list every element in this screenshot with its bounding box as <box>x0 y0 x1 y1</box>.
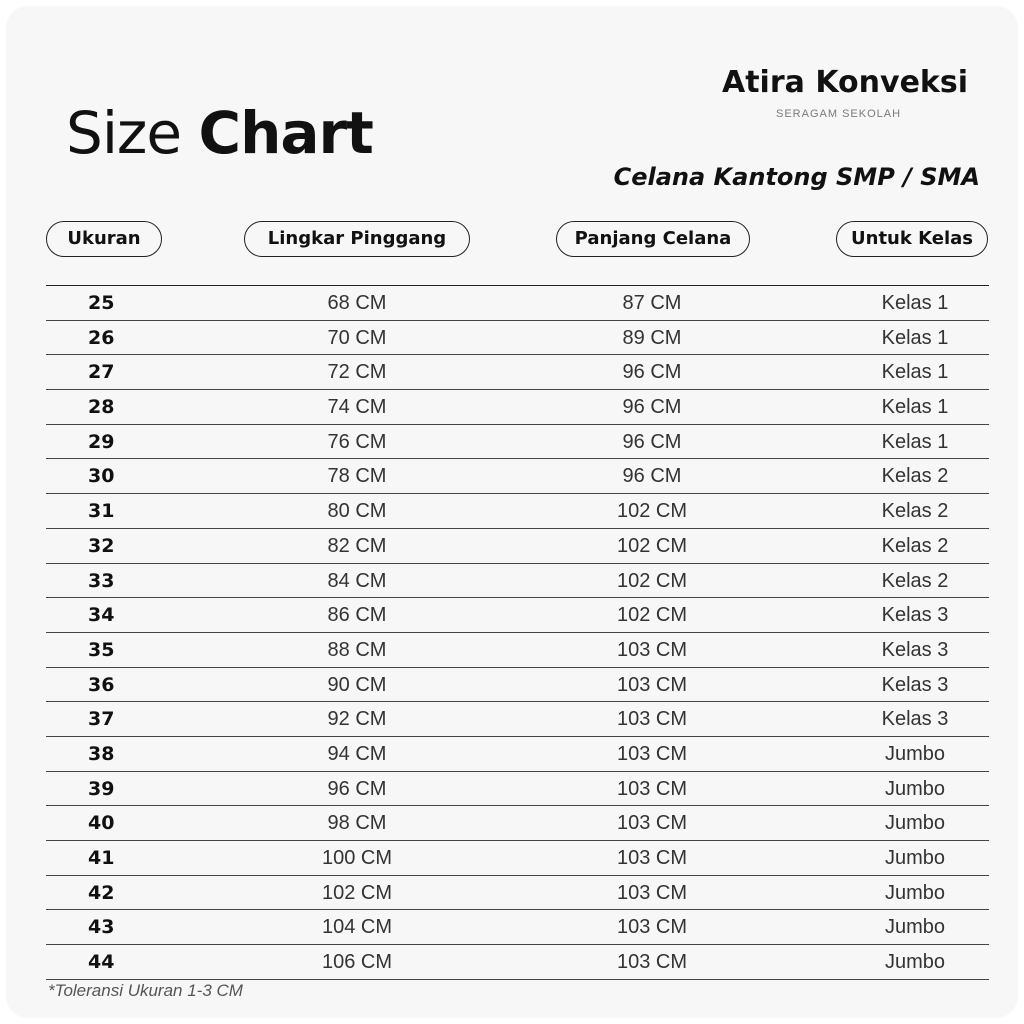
cell-size: 39 <box>88 777 115 800</box>
cell-length: 96 CM <box>622 396 682 419</box>
cell-waist: 86 CM <box>327 604 387 627</box>
cell-size: 35 <box>88 638 115 661</box>
cell-class: Kelas 1 <box>881 430 949 453</box>
cell-waist: 82 CM <box>327 534 387 557</box>
size-chart-card <box>6 6 1018 1018</box>
cell-size: 42 <box>88 881 115 904</box>
table-row <box>46 910 989 945</box>
cell-waist: 68 CM <box>327 292 387 314</box>
cell-waist: 76 CM <box>327 430 387 453</box>
cell-size: 28 <box>88 396 115 419</box>
table-row <box>46 945 989 979</box>
cell-class: Jumbo <box>884 916 946 939</box>
table-row <box>46 633 989 668</box>
cell-waist: 92 CM <box>327 708 387 731</box>
cell-class: Kelas 2 <box>881 569 949 592</box>
cell-size: 31 <box>88 500 115 523</box>
page-title <box>66 98 373 168</box>
brand-name-part1: Atira <box>722 65 816 100</box>
cell-waist: 104 CM <box>321 916 393 939</box>
cell-size: 41 <box>88 847 115 869</box>
table-row <box>46 425 989 460</box>
cell-waist: 106 CM <box>321 951 393 974</box>
table-row <box>46 737 989 772</box>
cell-class: Jumbo <box>884 777 946 800</box>
cell-waist: 100 CM <box>321 847 393 869</box>
cell-waist: 74 CM <box>327 396 387 419</box>
table-row <box>46 772 989 807</box>
cell-class: Jumbo <box>884 742 946 765</box>
table-row <box>46 286 989 321</box>
brand-logo <box>722 63 969 103</box>
cell-size: 34 <box>88 604 115 627</box>
table-row <box>46 390 989 425</box>
cell-class: Jumbo <box>884 951 946 974</box>
cell-size: 29 <box>88 430 115 453</box>
cell-class: Kelas 1 <box>881 396 949 419</box>
cell-size: 30 <box>88 465 115 488</box>
cell-length: 103 CM <box>616 638 688 661</box>
cell-size: 25 <box>88 292 115 314</box>
cell-class: Kelas 1 <box>881 361 949 384</box>
cell-class: Kelas 2 <box>881 465 949 488</box>
cell-length: 103 CM <box>616 812 688 835</box>
cell-size: 32 <box>88 534 115 557</box>
cell-length: 103 CM <box>616 916 688 939</box>
cell-class: Jumbo <box>884 881 946 904</box>
cell-length: 103 CM <box>616 881 688 904</box>
table-row <box>46 355 989 390</box>
brand-subtitle: SERAGAM SEKOLAH <box>776 108 902 120</box>
cell-length: 103 CM <box>616 673 688 696</box>
cell-waist: 94 CM <box>327 742 387 765</box>
table-row <box>46 564 989 599</box>
cell-length: 96 CM <box>622 430 682 453</box>
cell-waist: 84 CM <box>327 569 387 592</box>
table-row <box>46 321 989 356</box>
cell-length: 96 CM <box>622 465 682 488</box>
cell-length: 103 CM <box>616 951 688 974</box>
cell-length: 103 CM <box>616 847 688 869</box>
cell-class: Kelas 1 <box>881 326 949 349</box>
cell-class: Jumbo <box>884 812 946 835</box>
cell-waist: 78 CM <box>327 465 387 488</box>
brand-name-part2: Konveksi <box>815 65 969 100</box>
cell-waist: 102 CM <box>321 881 393 904</box>
cell-length: 87 CM <box>622 292 682 314</box>
cell-size: 44 <box>88 951 115 974</box>
cell-size: 26 <box>88 326 115 349</box>
table-row <box>46 668 989 703</box>
cell-waist: 72 CM <box>327 361 387 384</box>
title-light: Size <box>66 99 199 167</box>
cell-waist: 80 CM <box>327 500 387 523</box>
title-bold: Chart <box>198 99 373 167</box>
header-waist: Lingkar Pinggang <box>244 221 470 257</box>
table-row <box>46 459 989 494</box>
cell-length: 103 CM <box>616 708 688 731</box>
cell-length: 102 CM <box>616 569 688 592</box>
table-row <box>46 598 989 633</box>
size-table <box>46 285 989 980</box>
cell-class: Kelas 3 <box>881 673 949 696</box>
cell-waist: 98 CM <box>327 812 387 835</box>
table-row <box>46 702 989 737</box>
cell-length: 103 CM <box>616 742 688 765</box>
cell-class: Kelas 3 <box>881 638 949 661</box>
cell-class: Kelas 3 <box>881 604 949 627</box>
table-row <box>46 841 989 876</box>
cell-class: Kelas 2 <box>881 534 949 557</box>
product-name: Celana Kantong SMP / SMA <box>613 163 980 191</box>
cell-size: 27 <box>88 361 115 384</box>
header-class: Untuk Kelas <box>836 221 988 257</box>
cell-size: 37 <box>88 708 115 731</box>
cell-waist: 70 CM <box>327 326 387 349</box>
header-length: Panjang Celana <box>556 221 750 257</box>
table-row <box>46 529 989 564</box>
cell-length: 96 CM <box>622 361 682 384</box>
table-row <box>46 494 989 529</box>
cell-size: 33 <box>88 569 115 592</box>
tolerance-note: *Toleransi Ukuran 1-3 CM <box>48 981 243 1000</box>
cell-waist: 96 CM <box>327 777 387 800</box>
table-row <box>46 876 989 911</box>
cell-class: Kelas 3 <box>881 708 949 731</box>
cell-waist: 90 CM <box>327 673 387 696</box>
cell-size: 40 <box>88 812 115 835</box>
cell-class: Jumbo <box>884 847 946 869</box>
cell-length: 102 CM <box>616 534 688 557</box>
header-size: Ukuran <box>46 221 162 257</box>
cell-waist: 88 CM <box>327 638 387 661</box>
cell-length: 102 CM <box>616 604 688 627</box>
cell-class: Kelas 2 <box>881 500 949 523</box>
table-row <box>46 806 989 841</box>
cell-size: 36 <box>88 673 115 696</box>
cell-size: 43 <box>88 916 115 939</box>
cell-size: 38 <box>88 742 115 765</box>
cell-class: Kelas 1 <box>881 292 949 314</box>
cell-length: 103 CM <box>616 777 688 800</box>
cell-length: 89 CM <box>622 326 682 349</box>
cell-length: 102 CM <box>616 500 688 523</box>
